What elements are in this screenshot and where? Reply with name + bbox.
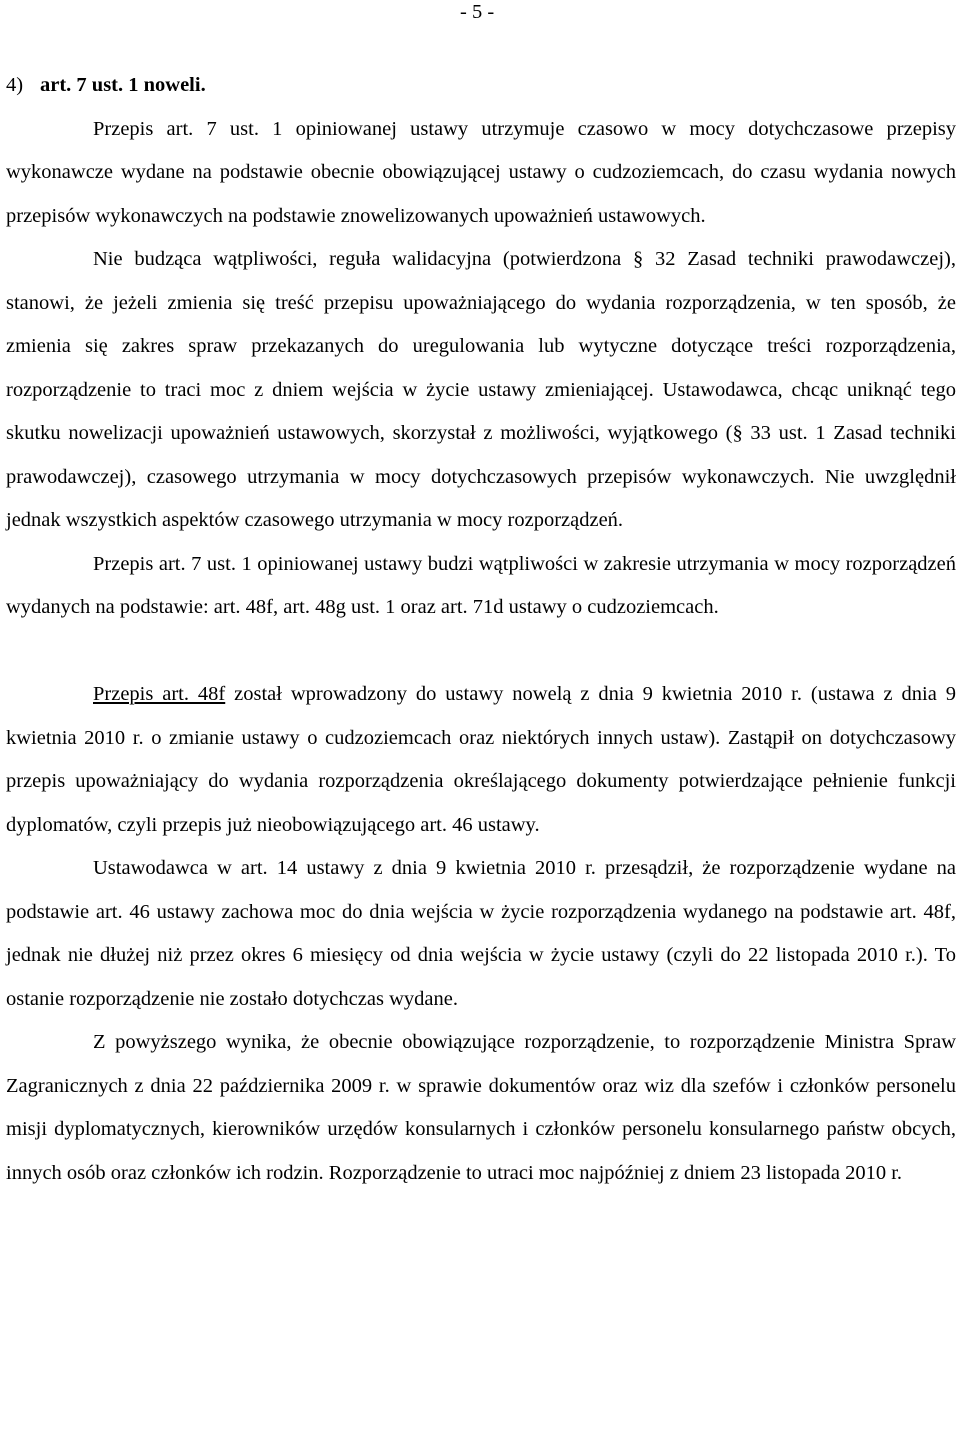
paragraph-4-text: został wprowadzony do ustawy nowelą z dnia 9 kwietnia 2010 r. (ustawa z dnia 9 kwietnia 2010 r. o zmianie ustawy o cudzoziemcach oraz niektórych innych ustaw). Zastąpił on dotychczasowy przepis upoważniający do wydania rozporządzenia określającego dokumenty potwierdzające pełnienie funkcji dyplomatów, czyli przepis już nieobowiązującego art. 46 ustawy. <box>6 683 956 836</box>
page-number: - 5 - <box>460 1 495 23</box>
paragraph-2: Nie budząca wątpliwości, reguła walidacyjna (potwierdzona § 32 Zasad techniki prawodawczej), stanowi, że jeżeli zmienia się treść przepisu upoważniającego do wydania rozporządzenia, w ten sposób, że zmienia się zakres spraw przekazanych do uregulowania lub wytyczne dotyczące treści rozporządzenia, rozporządzenie to traci moc z dniem wejścia w życie ustawy zmieniającej. Ustawodawca, chcąc uniknąć tego skutku nowelizacji upoważnień ustawowych, skorzystał z możliwości, wyjątkowego (§ 33 ust. 1 Zasad techniki prawodawczej), czasowego utrzymania w mocy dotychczasowych przepisów wykonawczych. Nie uwzględnił jednak wszystkich aspektów czasowego utrzymania w mocy rozporządzeń. <box>6 248 956 531</box>
underlined-reference: Przepis art. 48f <box>93 683 226 705</box>
section-heading <box>6 64 956 108</box>
paragraph-spacer <box>6 630 956 674</box>
paragraph-3: Przepis art. 7 ust. 1 opiniowanej ustawy budzi wątpliwości w zakresie utrzymania w mocy rozporządzeń wydanych na podstawie: art. 48f, art. 48g ust. 1 oraz art. 71d ustawy o cudzoziemcach. <box>6 552 956 618</box>
paragraph-1: Przepis art. 7 ust. 1 opiniowanej ustawy utrzymuje czasowo w mocy dotychczasowe przepisy wykonawcze wydane na podstawie obecnie obowiązującej ustawy o cudzoziemcach, do czasu wydania nowych przepisów wykonawczych na podstawie znowelizowanych upoważnień ustawowych. <box>6 117 956 227</box>
document-body <box>6 64 956 1195</box>
section-number: 4) <box>6 74 24 96</box>
paragraph-5: Ustawodawca w art. 14 ustawy z dnia 9 kwietnia 2010 r. przesądził, że rozporządzenie wydane na podstawie art. 46 ustawy zachowa moc do dnia wejścia w życie rozporządzenia wydanego na podstawie art. 48f, jednak nie dłużej niż przez okres 6 miesięcy od dnia wejścia w życie ustawy (czyli do 22 listopada 2010 r.). To ostanie rozporządzenie nie zostało dotychczas wydane. <box>6 857 956 1010</box>
section-title: art. 7 ust. 1 noweli. <box>40 74 206 96</box>
paragraph-6: Z powyższego wynika, że obecnie obowiązujące rozporządzenie, to rozporządzenie Ministra Spraw Zagranicznych z dnia 22 października 2009 r. w sprawie dokumentów oraz wiz dla szefów i członków personelu misji dyplomatycznych, kierowników urzędów konsularnych i członków personelu konsularnego państw obcych, innych osób oraz członków ich rodzin. Rozporządzenie to utraci moc najpóźniej z dniem 23 listopada 2010 r. <box>6 1031 956 1184</box>
paragraph-4 <box>6 673 956 847</box>
